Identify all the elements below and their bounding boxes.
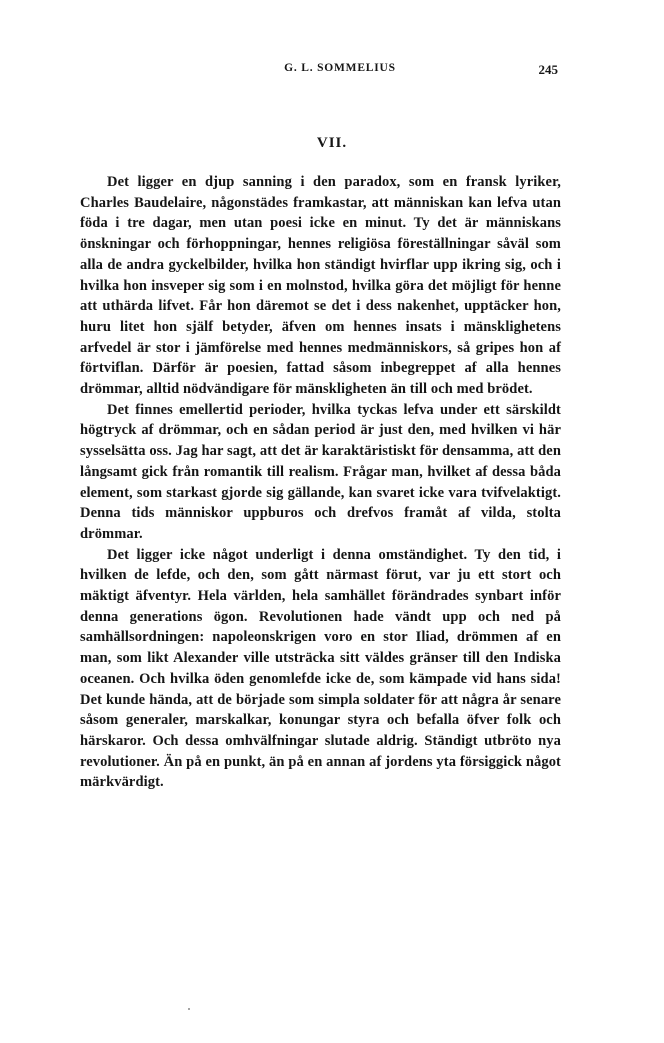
paper-speck xyxy=(188,1008,190,1010)
chapter-heading: VII. xyxy=(316,135,348,151)
running-header xyxy=(80,62,560,82)
body-text xyxy=(80,172,561,793)
paragraph-1: Det ligger en djup sanning i den paradox, som en fransk lyriker, Charles Baudelaire, någonstädes framkastar, att människan kan lefva utan föda i tre dagar, men utan poesi icke en minut. Ty det är människans önskningar och förhoppningar, hennes religiösa föreställningar såväl som alla de andra gyckelbilder, hvilka hon ständigt hvirflar upp ikring sig, och i hvilka hon insveper sig som i en molnstod, hvilka göra det möjligt för henne att uthärda lifvet. Får hon däremot se det i dess nakenhet, upptäcker hon, huru litet hon själf betyder, äfven om hennes insats i mänsklighetens arfvedel är stor i jämförelse med hennes medmänniskors, så gripes hon af förtviflan. Därför är poesien, fattad såsom inbegreppet af alla hennes drömmar, alltid nödvändigare för mänskligheten än till och med brödet. xyxy=(80,174,561,398)
running-head-author: G. L. SOMMELIUS xyxy=(284,62,396,74)
page-number: 245 xyxy=(538,62,558,77)
paragraph-3: Det ligger icke något underligt i denna omständighet. Ty den tid, i hvilken de lefde, och den, som gått närmast förut, var ju ett stort och mäktigt äfventyr. Hela världen, hela samhället förändrades synbart inför denna generations ögon. Revolutionen hade vändt upp och ned på samhällsordningen: napoleonskrigen voro en stor Iliad, drömmen af en man, som likt Alexander ville utsträcka sitt väldes gränser till den Indiska oceanen. Och hvilka öden genomlefde icke de, som kämpade vid hans sida! Det kunde hända, att de började som simpla soldater för att några år senare såsom generaler, marskalkar, konungar styra och befalla öfver folk och härskaror. Och dessa omhvälfningar slutade aldrig. Ständigt utbröto nya revolutioner. Än på en punkt, än på en annan af jordens yta försiggick något märkvärdigt. xyxy=(80,546,561,791)
paragraph-2: Det finnes emellertid perioder, hvilka tyckas lefva under ett särskildt högtryck af drömmar, och en sådan period är just den, med hvilken vi här sysselsätta oss. Jag har sagt, att det är karaktäristiskt för densamma, att den långsamt gick från romantik till realism. Frågar man, hvilket af dessa båda element, som starkast gjorde sig gällande, kan svaret icke vara tvifvelaktigt. Denna tids människor uppburos och drefvos framåt af vilda, stolta drömmar. xyxy=(80,401,561,542)
